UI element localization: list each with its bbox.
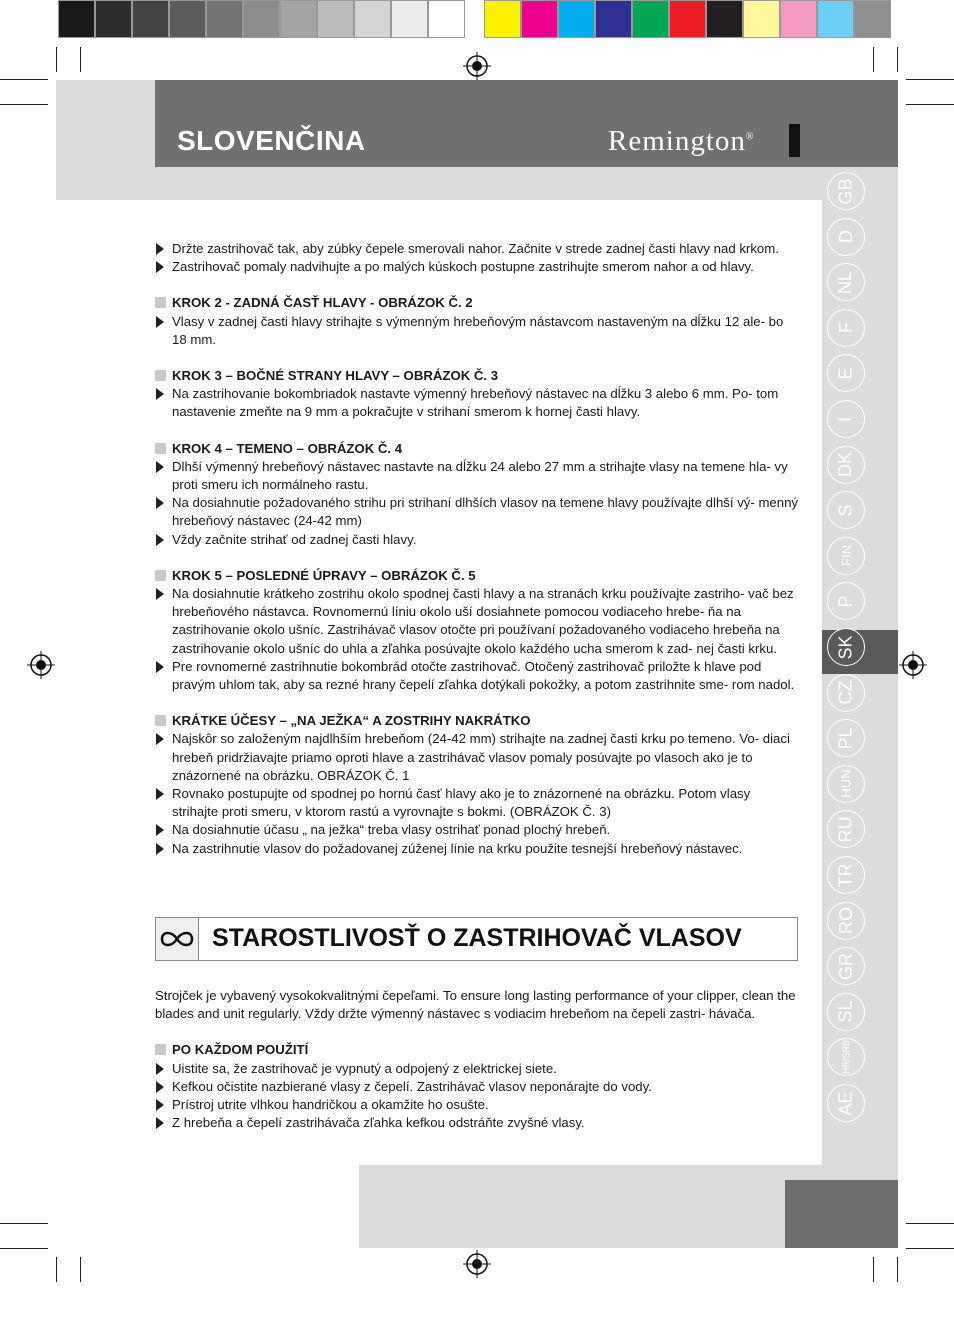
- list-item: Uistite sa, že zastrihovač je vypnutý a odpojený z elektrickej siete.: [155, 1060, 800, 1078]
- crop-mark: [906, 79, 954, 80]
- tab-tr[interactable]: TR: [827, 856, 865, 894]
- crop-mark: [0, 104, 48, 105]
- crop-mark: [897, 47, 898, 72]
- tab-nl[interactable]: NL: [827, 263, 865, 301]
- tab-gb[interactable]: GB: [827, 172, 865, 210]
- registration-mark-icon: [27, 651, 55, 679]
- registration-mark-icon: [899, 651, 927, 679]
- list-item: Vlasy v zadnej časti hlavy strihajte s výmenným hrebeňovým nástavcom nastaveným na dĺžku 12 ale- bo 18 mm.: [155, 313, 800, 349]
- color-swatch: [280, 0, 317, 38]
- step-heading: KRÁTKE ÚČESY – „NA JEŽKA“ A ZOSTRIHY NAKRÁTKO: [155, 712, 800, 730]
- instructions-content: [155, 240, 800, 858]
- step-heading: KROK 2 - ZADNÁ ČASŤ HLAVY - OBRÁZOK Č. 2: [155, 294, 800, 312]
- page-number-box: [785, 1180, 898, 1248]
- registration-mark-icon: [463, 1250, 491, 1278]
- color-swatch: [558, 0, 595, 38]
- tab-sl[interactable]: SL: [827, 993, 865, 1031]
- color-swatch: [95, 0, 132, 38]
- color-swatch: [521, 0, 558, 38]
- tab-cz[interactable]: CZ: [827, 674, 865, 712]
- list-item: Vždy začnite strihať od zadnej časti hlavy.: [155, 531, 800, 549]
- tab-ae[interactable]: AE: [827, 1084, 865, 1122]
- step-heading: PO KAŽDOM POUŽITÍ: [155, 1041, 800, 1059]
- list-item: Na dosiahnutie požadovaného strihu pri strihaní dlhších vlasov na temene hlavy používajte dlhší vý- menný hrebeňový nástavec (24-42 mm): [155, 494, 800, 530]
- tab-p[interactable]: P: [827, 582, 865, 620]
- crop-mark: [906, 1248, 954, 1249]
- tab-ro[interactable]: RO: [827, 902, 865, 940]
- color-swatch: [669, 0, 706, 38]
- tab-dk[interactable]: DK: [827, 446, 865, 484]
- crop-mark: [0, 79, 48, 80]
- crop-mark: [56, 47, 57, 72]
- step-heading: KROK 3 – BOČNÉ STRANY HLAVY – OBRÁZOK Č. 3: [155, 367, 800, 385]
- color-swatch: [706, 0, 743, 38]
- color-swatch: [58, 0, 95, 38]
- list-item: Kefkou očistite nazbierané vlasy z čepelí. Zastrihávač vlasov neponárajte do vody.: [155, 1078, 800, 1096]
- step-heading: KROK 4 – TEMENO – OBRÁZOK Č. 4: [155, 440, 800, 458]
- color-swatch: [391, 0, 428, 38]
- tab-gr[interactable]: GR: [827, 947, 865, 985]
- infinity-icon: [156, 918, 199, 960]
- care-content: [155, 987, 800, 1132]
- color-swatch: [206, 0, 243, 38]
- tab-ru[interactable]: RU: [827, 810, 865, 848]
- list-item: Prístroj utrite vlhkou handričkou a okamžite ho osušte.: [155, 1096, 800, 1114]
- tab-sk[interactable]: SK: [827, 628, 865, 666]
- list-item: Na zastrihnutie vlasov do požadovanej zúženej línie na krku použite tesnejší hrebeňový nástavec.: [155, 840, 800, 858]
- tab-fin[interactable]: FIN: [827, 537, 865, 575]
- color-swatch: [780, 0, 817, 38]
- list-item: Držte zastrihovač tak, aby zúbky čepele smerovali nahor. Začnite v strede zadnej časti hlavy nad krkom.: [155, 240, 800, 258]
- list-item: Na zastrihovanie bokombriadok nastavte výmenný hrebeňový nástavec na dĺžku 3 alebo 6 mm. Po- tom nastavenie zmeňte na 9 mm a pokračujte v strihaní smerom k hornej časti hlavy.: [155, 385, 800, 421]
- color-swatch: [428, 0, 465, 38]
- color-swatch: [743, 0, 780, 38]
- brand-logo: Remington®: [608, 125, 755, 157]
- crop-mark: [873, 1257, 874, 1282]
- tab-hr-srb[interactable]: HR/SRB: [827, 1038, 865, 1076]
- color-swatch: [132, 0, 169, 38]
- crop-mark: [56, 1257, 57, 1282]
- tab-hun[interactable]: HUN: [827, 765, 865, 803]
- color-swatch: [595, 0, 632, 38]
- step-heading: KROK 5 – POSLEDNÉ ÚPRAVY – OBRÁZOK Č. 5: [155, 567, 800, 585]
- list-item: Na dosiahnutie krátkeho zostrihu okolo spodnej časti hlavy a na stranách krku používajte zastriho- vač bez hrebeňového nástavca. Rovnomernú líniu okolo uší dosiahnete pomocou vodiaceho hrebe- ňa na zastrihovanie okolo ušníc. Zastrihávač vlasov otočte pri používaní požadovaného vodiaceho hrebeňa na zastrihovanie okolo ušníc do uhla a zľahka posúvajte okolo každého ucha smerom k zad- nej časti krku.: [155, 585, 800, 658]
- color-swatch: [484, 0, 521, 38]
- color-swatch-bar: [484, 0, 891, 38]
- list-item: Rovnako postupujte od spodnej po hornú časť hlavy ako je to znázornené na obrázku. Potom vlasy strihajte proti smeru, v ktorom rastú a vyrovnajte s bokmi. (OBRÁZOK Č. 3): [155, 785, 800, 821]
- tab-pl[interactable]: PL: [827, 719, 865, 757]
- list-item: Z hrebeňa a čepelí zastrihávača zľahka kefkou odstráňte zvyšné vlasy.: [155, 1114, 800, 1132]
- crop-mark: [0, 1223, 48, 1224]
- list-item: Na dosiahnutie účasu „ na ježka“ treba vlasy ostrihať ponad plochý hrebeň.: [155, 821, 800, 839]
- list-item: Zastrihovač pomaly nadvihujte a po malých kúskoch postupne zastrihujte smerom nahor a od hlavy.: [155, 258, 800, 276]
- crop-mark: [873, 47, 874, 72]
- color-swatch: [169, 0, 206, 38]
- color-swatch: [854, 0, 891, 38]
- crop-mark: [897, 1257, 898, 1282]
- section-title: STAROSTLIVOSŤ O ZASTRIHOVAČ VLASOV: [212, 924, 742, 952]
- color-swatch: [317, 0, 354, 38]
- section-header-box: [155, 917, 798, 961]
- color-swatch: [817, 0, 854, 38]
- crop-mark: [0, 1248, 48, 1249]
- tab-f[interactable]: F: [827, 309, 865, 347]
- tab-e[interactable]: E: [827, 354, 865, 392]
- tab-d[interactable]: D: [827, 218, 865, 256]
- crop-mark: [906, 104, 954, 105]
- color-swatch: [354, 0, 391, 38]
- list-item: Najskôr so založeným najdlhším hrebeňom (24-42 mm) strihajte na zadnej časti krku po temeno. Vo- diaci hrebeň pridržiavajte priamo oproti hlave a zastrihávač vlasov pomaly posúvajte po vlasoch ako je to znázornené na obrázku. OBRÁZOK Č. 1: [155, 730, 800, 785]
- registration-mark-icon: [463, 52, 491, 80]
- list-item: Dlhší výmenný hrebeňový nástavec nastavte na dĺžku 24 alebo 27 mm a strihajte vlasy na temene hla- vy proti smeru ich normálneho rastu.: [155, 458, 800, 494]
- tab-i[interactable]: I: [827, 400, 865, 438]
- color-swatch: [632, 0, 669, 38]
- crop-mark: [80, 47, 81, 72]
- page-title: SLOVENČINA: [177, 125, 366, 156]
- gray-swatch-bar: [58, 0, 465, 38]
- crop-mark: [906, 1223, 954, 1224]
- list-item: Pre rovnomerné zastrihnutie bokombrád otočte zastrihovač. Otočený zastrihovač priložte k hlave pod pravým uhlom tak, aby sa rezné hrany čepelí zľahka dotýkali pokožky, a potom zastrihnite sme- rom nadol.: [155, 658, 800, 694]
- brand-bar: [789, 124, 800, 157]
- color-swatch: [243, 0, 280, 38]
- care-intro: Strojček je vybavený vysokokvalitnými čepeľami. To ensure long lasting performance of your clipper, clean the blades and unit regularly. Vždy držte výmenný nástavec s vodiacim hrebeňom na čepeli zastri- hávača.: [155, 988, 796, 1022]
- crop-mark: [80, 1257, 81, 1282]
- tab-s[interactable]: S: [827, 491, 865, 529]
